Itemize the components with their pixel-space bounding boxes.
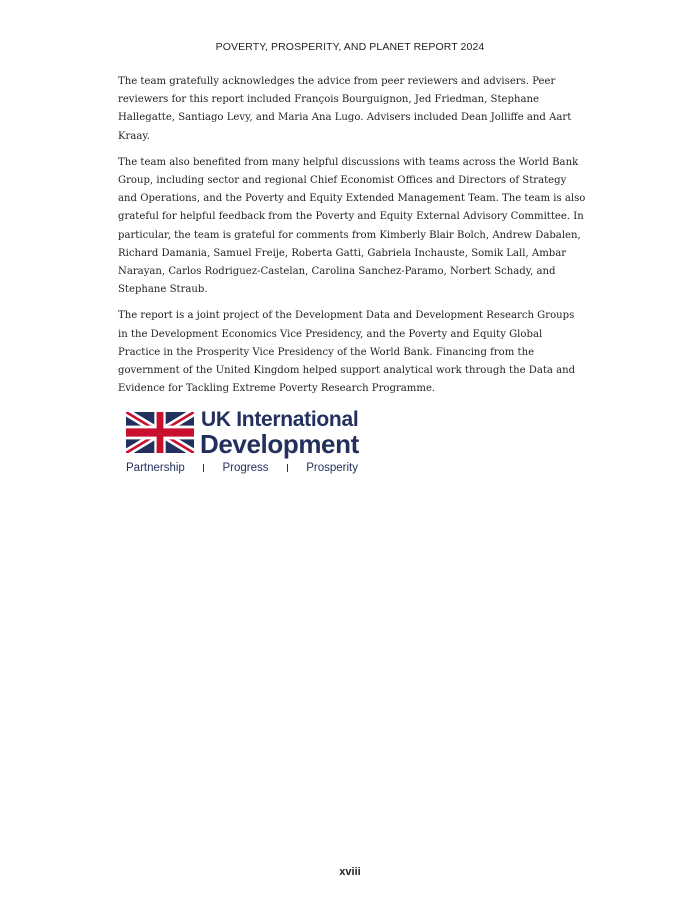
running-header: POVERTY, PROSPERITY, AND PLANET REPORT 2024	[215, 41, 485, 53]
tagline-separator	[203, 464, 205, 472]
tagline-separator	[287, 464, 289, 472]
logo-line-1: UK International	[201, 408, 359, 431]
logo-line-2: Development	[200, 429, 359, 459]
tagline-prosperity: Prosperity	[306, 462, 358, 474]
tagline-partnership: Partnership	[126, 462, 185, 474]
tagline-progress: Progress	[222, 462, 269, 474]
paragraph-peer-reviewers: The team gratefully acknowledges the advice from peer reviewers and advisers. Peer reviewers for this report included François Bourguignon, Jed Friedman, Stephane Hallegatte, Santiago Levy, and Maria Ana Lugo. Advisers included Dean Jolliffe and Aart Kraay.	[118, 76, 572, 142]
page-number: xviii	[339, 866, 361, 878]
paragraph-discussions: The team also benefited from many helpful discussions with teams across the World Bank Group, including sector and regional Chief Economist Offices and Directors of Strategy and Operations, and the Poverty and Equity Extended Management Team. The team is also grateful for helpful feedback from the Poverty and Equity External Advisory Committee. In particular, the team is grateful for comments from Kimberly Blair Bolch, Andrew Dabalen, Richard Damania, Samuel Freije, Roberta Gatti, Gabriela Inchauste, Somik Lall, Ambar Narayan, Carlos Rodriguez-Castelan, Carolina Sanchez-Paramo, Norbert Schady, and Stephane Straub.	[118, 156, 586, 296]
union-flag-icon	[126, 412, 194, 453]
uk-international-development-logo	[118, 404, 368, 484]
paragraph-joint-project: The report is a joint project of the Development Data and Development Research Groups in the Development Economics Vice Presidency, and the Poverty and Equity Global Practice in the Prosperity Vice Presidency of the World Bank. Financing from the government of the United Kingdom helped support analytical work through the Data and Evidence for Tackling Extreme Poverty Research Programme.	[118, 310, 576, 395]
body-text	[118, 73, 586, 406]
logo-tagline	[126, 462, 358, 474]
